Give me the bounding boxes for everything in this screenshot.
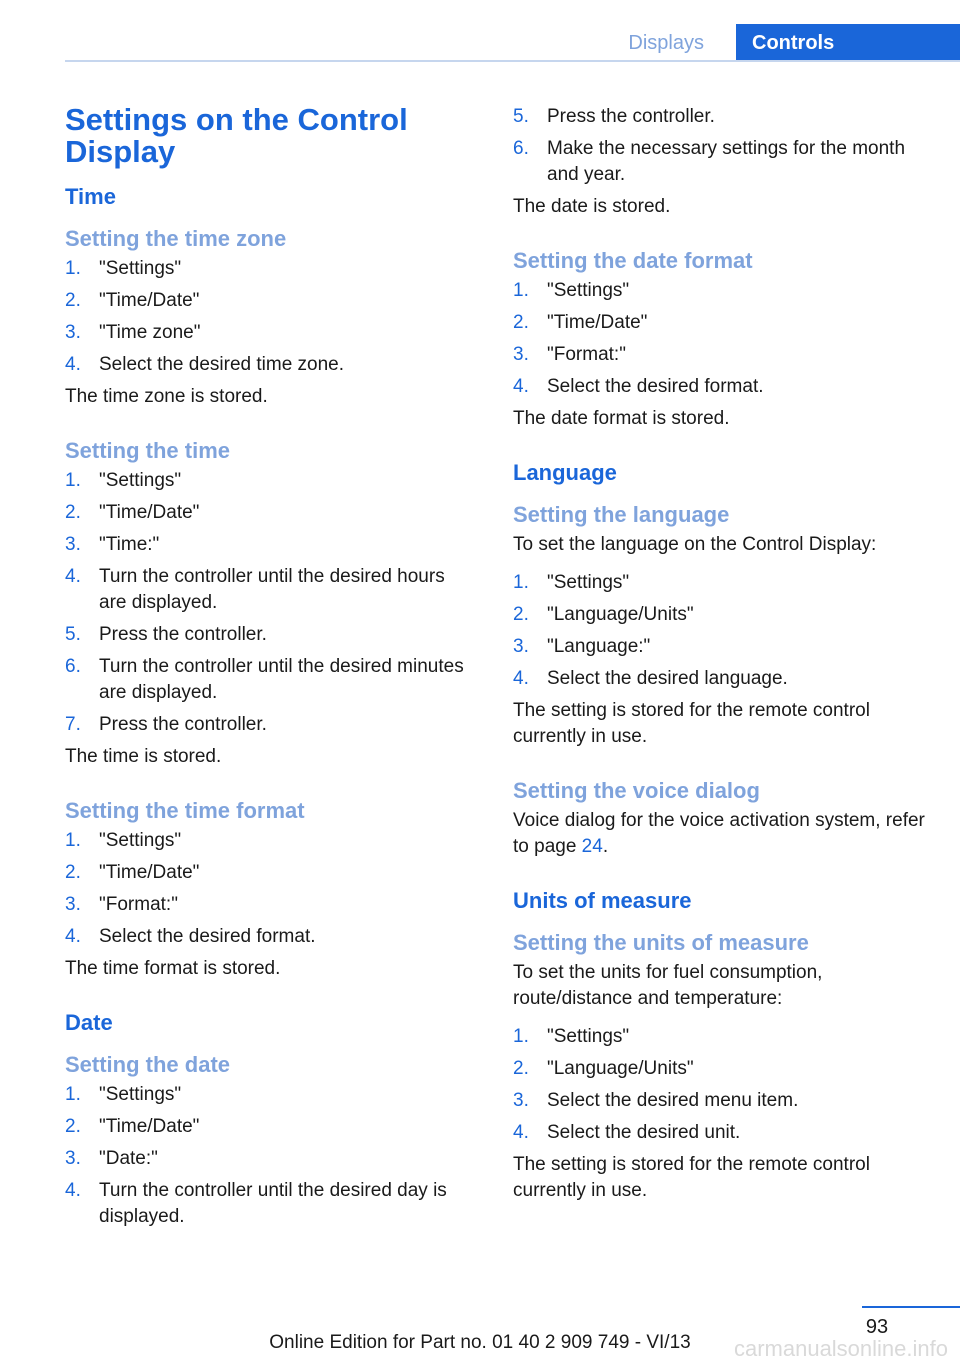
list-item: 1. "Settings" bbox=[65, 1084, 182, 1105]
steps-units bbox=[513, 1024, 933, 1146]
list-item: 7. Press the controller. bbox=[65, 714, 267, 735]
list-item: 1. "Settings" bbox=[65, 830, 182, 851]
result-units: The setting is stored for the remote control currently in use. bbox=[513, 1154, 870, 1201]
intro-units: To set the units for fuel consumption, route/distance and temperature: bbox=[513, 962, 823, 1009]
watermark: carmanualsonline.info bbox=[733, 1336, 948, 1361]
list-item: 2. "Time/Date" bbox=[513, 312, 648, 333]
list-item: 1. "Settings" bbox=[513, 1026, 630, 1047]
result-language: The setting is stored for the remote control currently in use. bbox=[513, 700, 870, 747]
list-item: 1. "Settings" bbox=[513, 572, 630, 593]
list-item: 4. Turn the controller until the desired day is displayed. bbox=[65, 1180, 447, 1227]
heading-setting-time-zone: Setting the time zone bbox=[65, 226, 287, 251]
heading-setting-time-format: Setting the time format bbox=[65, 798, 305, 823]
voice-dialog-text: Voice dialog for the voice activation system, refer to page 24. bbox=[513, 810, 925, 857]
list-item: 2. "Time/Date" bbox=[65, 502, 200, 523]
steps-time-zone bbox=[65, 256, 475, 378]
heading-time: Time bbox=[65, 184, 116, 209]
list-item: 2. "Time/Date" bbox=[65, 290, 200, 311]
header-divider bbox=[65, 60, 960, 62]
heading-setting-date-format: Setting the date format bbox=[513, 248, 753, 273]
left-column bbox=[65, 100, 475, 1236]
list-item: 5. Press the controller. bbox=[513, 106, 715, 127]
steps-date bbox=[65, 1082, 475, 1230]
list-item: 2. "Time/Date" bbox=[65, 1116, 200, 1137]
list-item: 2. "Language/Units" bbox=[513, 604, 694, 625]
steps-time bbox=[65, 468, 475, 738]
edition-note: Online Edition for Part no. 01 40 2 909 749 - VI/13 bbox=[269, 1332, 691, 1353]
steps-date-continued bbox=[513, 104, 933, 188]
steps-language bbox=[513, 570, 933, 692]
chapter-tab-controls[interactable]: Controls bbox=[736, 24, 960, 62]
list-item: 1. "Settings" bbox=[65, 470, 182, 491]
result-date-format: The date format is stored. bbox=[513, 408, 730, 429]
list-item: 6. Make the necessary settings for the month and year. bbox=[513, 138, 906, 185]
heading-setting-date: Setting the date bbox=[65, 1052, 231, 1077]
list-item: 4. Select the desired format. bbox=[513, 376, 764, 397]
list-item: 2. "Language/Units" bbox=[513, 1058, 694, 1079]
heading-units-of-measure: Units of measure bbox=[513, 888, 692, 913]
page-link-24[interactable]: 24 bbox=[581, 836, 603, 857]
list-item: 1. "Settings" bbox=[513, 280, 630, 301]
heading-setting-time: Setting the time bbox=[65, 438, 231, 463]
list-item: 1. "Settings" bbox=[65, 258, 182, 279]
list-item: 4. Select the desired format. bbox=[65, 926, 316, 947]
list-item: 3. "Language:" bbox=[513, 636, 651, 657]
list-item: 4. Select the desired language. bbox=[513, 668, 788, 689]
list-item: 5. Press the controller. bbox=[65, 624, 267, 645]
result-date: The date is stored. bbox=[513, 196, 671, 217]
list-item: 3. "Time zone" bbox=[65, 322, 201, 343]
intro-language: To set the language on the Control Display: bbox=[513, 534, 877, 555]
section-tab-displays[interactable]: Displays bbox=[628, 32, 704, 54]
footer-divider bbox=[862, 1306, 960, 1308]
steps-time-format bbox=[65, 828, 475, 950]
result-time-format: The time format is stored. bbox=[65, 958, 281, 979]
list-item: 3. "Format:" bbox=[513, 344, 626, 365]
heading-language: Language bbox=[513, 460, 617, 485]
steps-date-format bbox=[513, 278, 933, 400]
heading-setting-language: Setting the language bbox=[513, 502, 730, 527]
page-number: 93 bbox=[865, 1316, 889, 1338]
list-item: 6. Turn the controller until the desired minutes are displayed. bbox=[65, 656, 464, 703]
right-column bbox=[513, 104, 933, 1208]
result-time-zone: The time zone is stored. bbox=[65, 386, 268, 407]
heading-setting-units: Setting the units of measure bbox=[513, 930, 809, 955]
list-item: 3. Select the desired menu item. bbox=[513, 1090, 799, 1111]
list-item: 3. "Date:" bbox=[65, 1148, 158, 1169]
heading-setting-voice-dialog: Setting the voice dialog bbox=[513, 778, 760, 803]
page-title: Settings on the Control Display bbox=[65, 102, 408, 169]
heading-date: Date bbox=[65, 1010, 113, 1035]
list-item: 2. "Time/Date" bbox=[65, 862, 200, 883]
list-item: 3. "Time:" bbox=[65, 534, 160, 555]
list-item: 4. Turn the controller until the desired hours are displayed. bbox=[65, 566, 445, 613]
list-item: 3. "Format:" bbox=[65, 894, 178, 915]
result-time: The time is stored. bbox=[65, 746, 222, 767]
list-item: 4. Select the desired unit. bbox=[513, 1122, 741, 1143]
list-item: 4. Select the desired time zone. bbox=[65, 354, 345, 375]
